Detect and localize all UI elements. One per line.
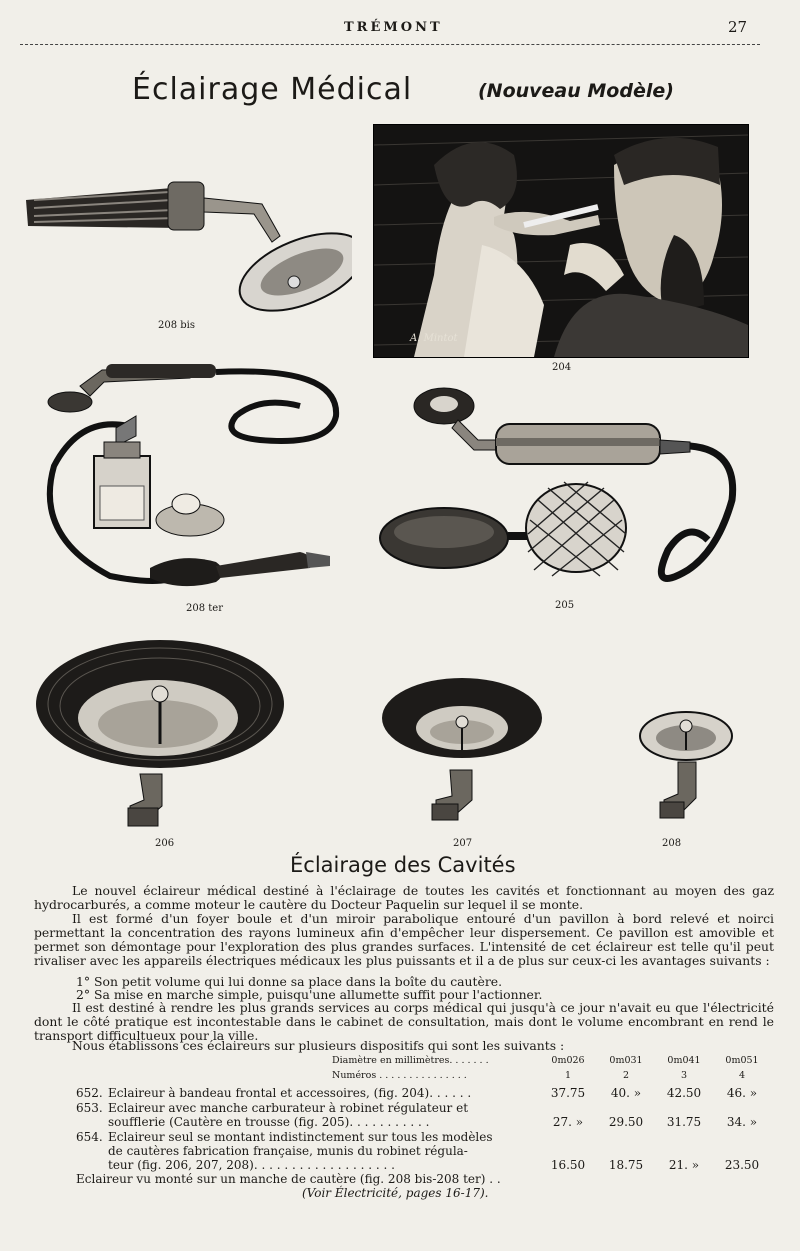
row-desc-line: Eclaireur avec manche carburateur à robinet régulateur et: [108, 1101, 469, 1115]
section-title: Éclairage des Cavités: [290, 853, 516, 877]
figure-label-208bis: 208 bis: [158, 320, 195, 331]
body-paragraphs: [34, 884, 774, 968]
figure-206-illustration: [34, 634, 288, 834]
row-desc-line: teur (fig. 206, 207, 208). . . . . . . . . . . . . . . . . . .: [108, 1158, 395, 1172]
row-desc-line: de cautères fabrication française, munis du robinet régula-: [108, 1144, 468, 1158]
price-cell: 16.50: [550, 1158, 586, 1172]
table-row: [70, 1086, 790, 1102]
paragraph-4-wrap: [34, 1039, 774, 1053]
table-row: [70, 1130, 790, 1174]
running-header: [0, 20, 800, 40]
paragraph-4: Nous établissons ces éclaireurs sur plusieurs dispositifs qui sont les suivants :: [72, 1038, 565, 1053]
table-row: [70, 1101, 790, 1131]
figure-208ter-illustration: [40, 356, 360, 606]
advantage-item: 1° Son petit volume qui lui donne sa place dans la boîte du cautère.: [76, 974, 503, 989]
figure-208-illustration: [638, 706, 738, 834]
page-number: 27: [728, 18, 748, 36]
engraving-signature: A. Mintot: [410, 333, 458, 344]
price-cell: 23.50: [724, 1158, 760, 1172]
price-cell: 31.75: [666, 1115, 702, 1129]
page-title: Éclairage Médical: [132, 72, 413, 107]
price-cell: 27. »: [552, 1115, 584, 1129]
price-cell: 21. »: [668, 1158, 700, 1172]
header-rule: [20, 44, 760, 45]
number-2: 2: [622, 1070, 630, 1081]
advantages-list: [76, 975, 542, 1001]
figure-207-illustration: [380, 674, 544, 834]
paragraph-1: Le nouvel éclaireur médical destiné à l'éclairage de toutes les cavités et fonctionnant au moyen des gaz hydrocarburés, a comme moteur le cautère du Docteur Paquelin sur lequel il se monte.: [34, 883, 774, 912]
row-ref: 654.: [76, 1130, 103, 1144]
price-cell: 29.50: [608, 1115, 644, 1129]
row-ref: 652.: [76, 1086, 103, 1100]
row-desc-line: Eclaireur à bandeau frontal et accessoires, (fig. 204). . . . . .: [108, 1086, 472, 1100]
row-desc-line: soufflerie (Cautère en trousse (fig. 205). . . . . . . . . . .: [108, 1115, 430, 1129]
paragraph-3-wrap: [34, 1001, 774, 1043]
diameter-label: Diamètre en millimètres. . . . . . .: [332, 1055, 489, 1066]
number-1: 1: [564, 1070, 572, 1081]
figure-label-206: 206: [155, 838, 175, 849]
figure-label-207: 207: [453, 838, 473, 849]
number-3: 3: [680, 1070, 688, 1081]
diameter-4: 0m051: [725, 1055, 759, 1066]
figure-label-208ter: 208 ter: [186, 603, 223, 614]
advantage-item: 2° Sa mise en marche simple, puisqu'une allumette suffit pour l'actionner.: [76, 987, 543, 1002]
header-title: TRÉMONT: [344, 20, 443, 35]
price-cell: 46. »: [726, 1086, 758, 1100]
diameter-2: 0m031: [609, 1055, 643, 1066]
diameter-1: 0m026: [551, 1055, 585, 1066]
figure-204-engraving: [373, 124, 749, 358]
cross-reference: (Voir Électricité, pages 16-17).: [302, 1186, 489, 1200]
figure-205-illustration: [378, 380, 758, 596]
figure-label-208: 208: [662, 838, 682, 849]
price-cell: 40. »: [610, 1086, 642, 1100]
footer-line-text: Eclaireur vu monté sur un manche de cautère (fig. 208 bis-208 ter) . .: [76, 1172, 501, 1186]
paragraph-2: Il est formé d'un foyer boule et d'un miroir parabolique entouré d'un pavillon à bord relevé et noirci permettant la concentration des rayons lumineux afin d'empêcher leur dispersement. Ce pavillon est amovible et permet son démontage pour l'exploration des plus grandes surfaces. L'intensité de cet éclaireur est telle qu'il peut rivaliser avec les appareils électriques médicaux les plus puissants et il a de plus sur ceux-ci les avantages suivants :: [34, 911, 774, 968]
price-cell: 18.75: [608, 1158, 644, 1172]
price-cell: 34. »: [726, 1115, 758, 1129]
figure-208bis-illustration: [22, 170, 352, 320]
price-cell: 37.75: [550, 1086, 586, 1100]
price-cell: 42.50: [666, 1086, 702, 1100]
numbers-label: Numéros . . . . . . . . . . . . . . .: [332, 1070, 467, 1081]
diameter-3: 0m041: [667, 1055, 701, 1066]
row-desc-line: Eclaireur seul se montant indistinctement sur tous les modèles: [108, 1130, 493, 1144]
paragraph-3: Il est destiné à rendre les plus grands services au corps médical qui jusqu'à ce jour n'avait eu que l'électricité dont le côté pratique est incontestable dans le cabinet de consultation, mais dont le volume encombrant en rend le transport difficultueux pour la ville.: [34, 1000, 774, 1043]
figure-label-205: 205: [555, 600, 575, 611]
figure-label-204: 204: [552, 362, 572, 373]
number-4: 4: [738, 1070, 746, 1081]
row-ref: 653.: [76, 1101, 103, 1115]
page-subtitle: (Nouveau Modèle): [478, 80, 674, 102]
